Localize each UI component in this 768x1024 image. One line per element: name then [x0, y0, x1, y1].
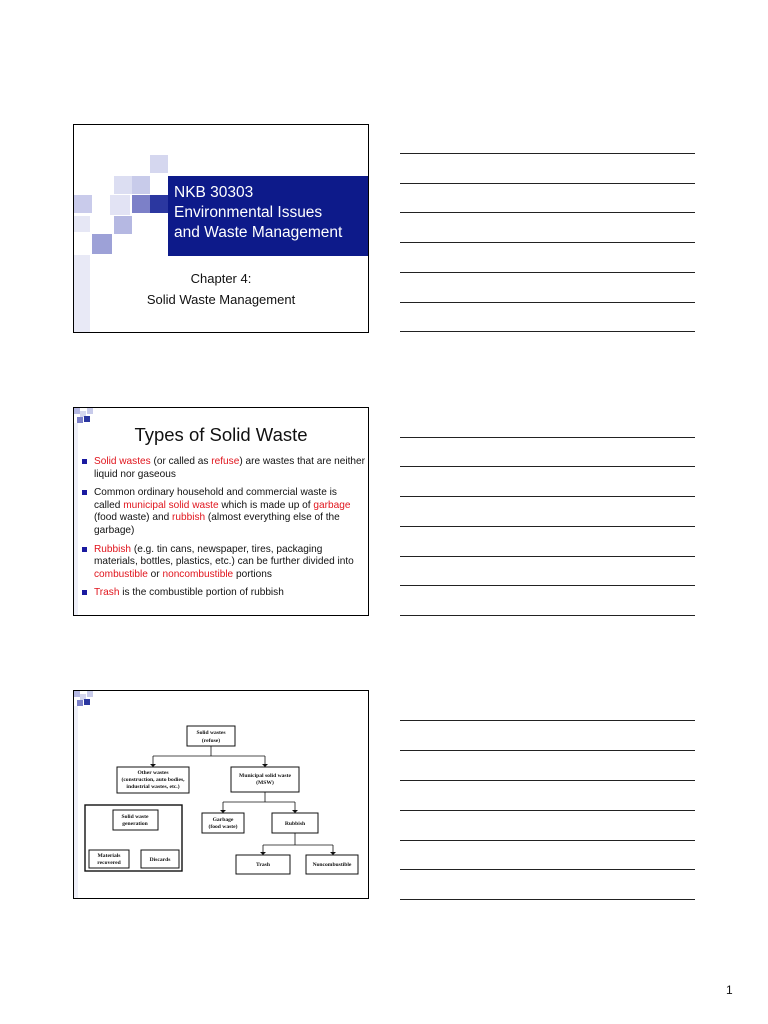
highlighted-term: Trash — [94, 587, 120, 599]
bullet-item — [82, 487, 366, 537]
node-other-wastes-line: (construction, auto bodies, — [121, 777, 185, 783]
node-noncombustible: Noncombustible — [312, 862, 352, 868]
bullet-square-icon — [82, 490, 87, 495]
highlighted-term: refuse — [211, 456, 240, 467]
decor-square — [110, 195, 130, 215]
bullet-text: ) are wastes that are neither liquid nor gaseous — [94, 456, 366, 480]
decor-square — [114, 216, 132, 234]
highlighted-term: combustible — [94, 568, 148, 580]
highlighted-term: rubbish — [172, 512, 206, 524]
bullet-text: or — [147, 568, 163, 580]
notes-line — [400, 437, 695, 438]
notes-line — [400, 183, 695, 184]
notes-line — [400, 242, 695, 243]
bullet-square-icon — [82, 459, 87, 464]
notes-line — [400, 780, 695, 781]
notes-line — [400, 212, 695, 213]
slide-heading: Types of Solid Waste — [134, 424, 308, 445]
bullet-text: Common ordinary household and commercial waste is called — [94, 487, 337, 511]
notes-line — [400, 720, 695, 721]
bullet-text: (e.g. tin cans, newspaper, tires, packaging materials, bottles, plastics, etc.) can be further divided into — [94, 543, 354, 568]
bullet-text: is the combustible portion of rubbish — [119, 587, 284, 599]
notes-line — [400, 869, 695, 870]
node-garbage-line: (food waste) — [208, 824, 238, 830]
node-materials-line: recovered — [97, 860, 121, 866]
node-discards: Discards — [149, 857, 171, 863]
node-solid-wastes-line: (refuse) — [201, 738, 221, 744]
node-msw-line: (MSW) — [256, 780, 274, 786]
bullet-text: (or called as — [150, 456, 212, 467]
chapter-label: Chapter 4: — [190, 271, 252, 286]
node-garbage-line: Garbage — [212, 817, 234, 823]
slide-title-text — [174, 183, 369, 243]
notes-line — [400, 810, 695, 811]
notes-line — [400, 750, 695, 751]
bullet-square-icon — [82, 590, 87, 595]
slide-waste-classification-diagram — [73, 690, 369, 899]
title-line: Environmental Issues — [174, 204, 323, 221]
notes-line — [400, 526, 695, 527]
bullet-list — [82, 456, 366, 606]
notes-line — [400, 272, 695, 273]
slide-title — [73, 124, 369, 333]
highlighted-term: noncombustible — [162, 568, 234, 580]
decor-square — [150, 195, 168, 213]
node-msw-line: Municipal solid waste — [239, 773, 291, 779]
node-generation-line: generation — [122, 821, 148, 827]
decor-strip — [74, 423, 78, 616]
bullet-text: which is made up of — [218, 499, 314, 511]
page-number: 1 — [726, 983, 733, 997]
node-solid-wastes-line: Solid wastes — [196, 730, 226, 736]
waste-flow-diagram — [74, 691, 369, 899]
decor-square — [74, 216, 90, 232]
chapter-title: Solid Waste Management — [146, 292, 296, 307]
notes-line — [400, 615, 695, 616]
node-other-wastes-line: industrial wastes, etc.) — [126, 784, 180, 790]
highlighted-term: Rubbish — [94, 543, 132, 555]
title-line: and Waste Management — [174, 224, 343, 241]
highlighted-term: garbage — [313, 499, 351, 511]
slide-types-of-solid-waste — [73, 407, 369, 616]
notes-line — [400, 840, 695, 841]
node-generation-line: Solid waste — [121, 814, 149, 820]
notes-line — [400, 899, 695, 900]
notes-line — [400, 302, 695, 303]
notes-line — [400, 585, 695, 586]
decor-square — [132, 195, 150, 213]
decor-square — [132, 176, 150, 194]
decor-square — [150, 155, 168, 173]
bullet-item — [82, 587, 366, 600]
decor-square — [87, 408, 93, 414]
highlighted-term: Solid wastes — [94, 456, 151, 467]
highlighted-term: municipal solid waste — [123, 499, 219, 511]
notes-line — [400, 556, 695, 557]
node-trash: Trash — [256, 862, 270, 868]
notes-line — [400, 153, 695, 154]
decor-square — [84, 416, 90, 422]
bullet-square-icon — [82, 547, 87, 552]
bullet-text: portions — [233, 568, 272, 580]
bullet-item — [82, 544, 366, 582]
node-materials-line: Materials — [97, 853, 121, 859]
bullet-text: (food waste) and — [94, 512, 172, 524]
decor-square — [74, 195, 92, 213]
node-other-wastes-line: Other wastes — [137, 770, 169, 776]
bullet-text: (almost everything else of the garbage) — [94, 512, 340, 536]
notes-line — [400, 331, 695, 332]
bullet-item — [82, 456, 366, 481]
title-line: NKB 30303 — [174, 184, 254, 201]
decor-square — [92, 234, 112, 254]
node-rubbish: Rubbish — [284, 821, 306, 827]
notes-line — [400, 496, 695, 497]
notes-line — [400, 466, 695, 467]
decor-square — [114, 176, 132, 194]
